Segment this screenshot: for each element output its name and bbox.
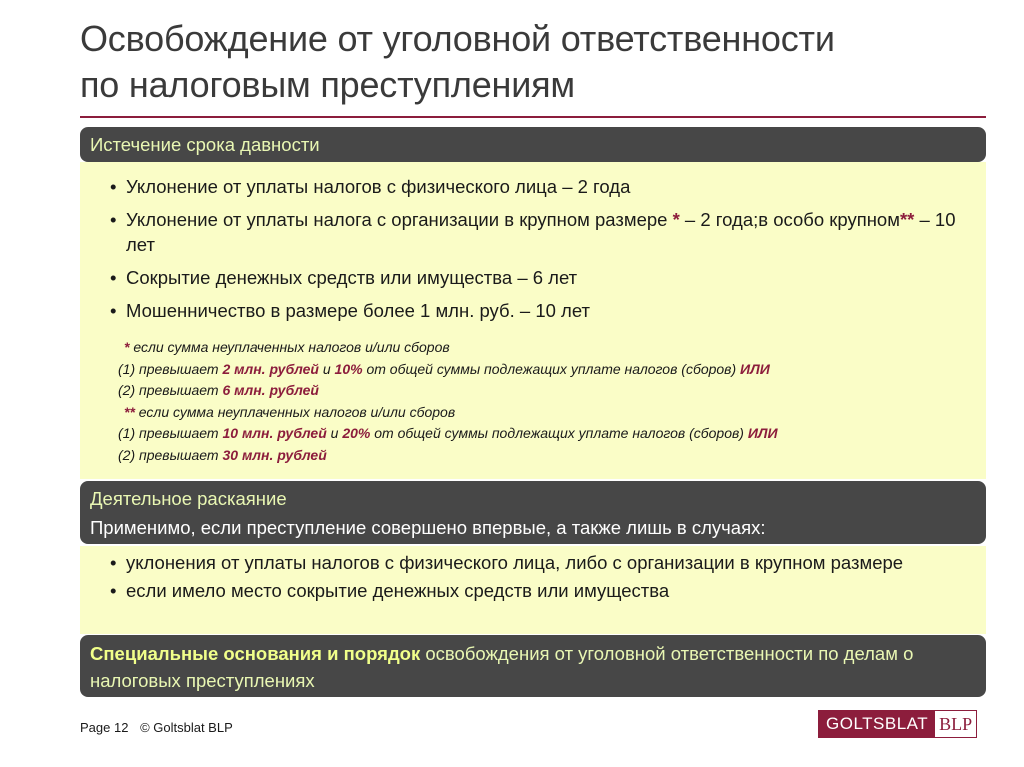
section-title-rest: освобождения от уголовной ответственности по делам о налоговых преступлениях — [90, 643, 914, 691]
list-item: • Мошенничество в размере более 1 млн. руб. – 10 лет — [110, 298, 966, 323]
logo-text-main: GOLTSBLAT — [818, 710, 934, 738]
footnote-line: ** если сумма неуплаченных налогов и/или сборов — [124, 403, 456, 420]
footnote-line: (2) превышает 6 млн. рублей — [118, 382, 319, 398]
limitation-list — [80, 162, 986, 323]
footer — [80, 720, 233, 735]
footnotes — [118, 337, 778, 466]
footnote-line: (2) превышает 30 млн. рублей — [118, 446, 327, 463]
footnote-line: (1) превышает 10 млн. рублей и 20% от общей суммы подлежащих уплате налогов (сборов) ИЛИ — [118, 425, 778, 441]
footnote-mark: ** — [899, 209, 915, 230]
section-header-special — [80, 635, 986, 697]
list-item: • если имело место сокрытие денежных средств или имущества — [110, 578, 966, 603]
copyright: © Goltsblat BLP — [140, 720, 233, 735]
list-item: • Сокрытие денежных средств или имущества – 6 лет — [110, 265, 966, 290]
list-item: • уклонения от уплаты налогов с физического лица, либо с организации в крупном размере — [110, 550, 966, 575]
list-item: • Уклонение от уплаты налога с организации в крупном размере * – 2 года;в особо крупном** – 10 лет — [110, 207, 966, 257]
page-title-line2: по налоговым преступлениям — [80, 64, 575, 105]
section-title-bold: Специальные основания и порядок — [90, 643, 421, 664]
section-panel-limitation — [80, 162, 986, 479]
footnote-line: (1) превышает 2 млн. рублей и 10% от общей суммы подлежащих уплате налогов (сборов) ИЛИ — [118, 360, 770, 377]
section-subtitle: Применимо, если преступление совершено впервые, а также лишь в случаях: — [90, 517, 766, 538]
footnote-mark: * — [672, 209, 680, 230]
company-logo — [818, 710, 977, 738]
section-title: Деятельное раскаяние — [90, 488, 287, 509]
page-number: Page 12 — [80, 720, 129, 735]
footnote-line: * если сумма неуплаченных налогов и/или сборов — [124, 339, 450, 355]
repentance-list — [80, 546, 986, 603]
section-header-repentance — [80, 481, 986, 544]
page-title — [80, 16, 1000, 108]
list-item: • Уклонение от уплаты налогов с физического лица – 2 года — [110, 174, 966, 199]
logo-text-blp: BLP — [934, 710, 977, 738]
section-header-limitation: Истечение срока давности — [80, 127, 986, 162]
title-divider — [80, 116, 986, 118]
page-title-line1: Освобождение от уголовной ответственности — [80, 18, 835, 59]
section-panel-repentance — [80, 546, 986, 634]
